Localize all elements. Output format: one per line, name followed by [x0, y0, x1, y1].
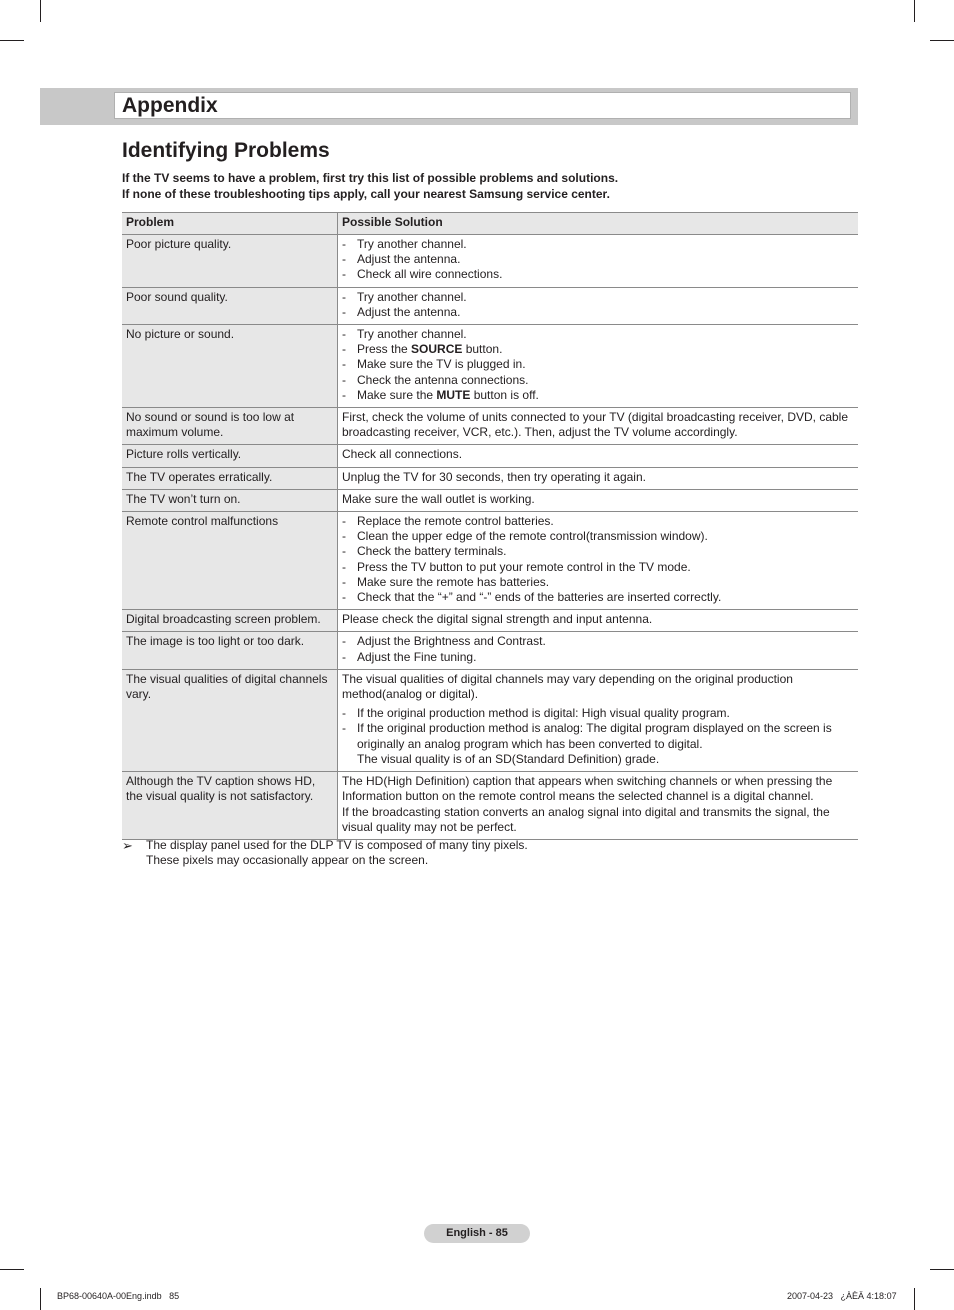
solution-item: - Make sure the remote has batteries. [342, 575, 854, 590]
solution-paragraph: Make sure the wall outlet is working. [342, 491, 535, 506]
solution-item: - Try another channel. [342, 237, 854, 252]
solution-list [342, 327, 854, 403]
solution-item: - Adjust the antenna. [342, 252, 854, 267]
problem-cell: The image is too light or too dark. [122, 632, 338, 669]
solution-cell [338, 512, 859, 610]
file-slug: BP68-00640A-00Eng.indb 85 [57, 1291, 180, 1301]
crop-mark [930, 40, 954, 41]
solution-cell [338, 445, 859, 467]
solution-paragraph: Unplug the TV for 30 seconds, then try operating it again. [342, 469, 646, 484]
solution-item: - Adjust the Fine tuning. [342, 650, 854, 665]
solution-cell [338, 610, 859, 632]
problem-cell: Remote control malfunctions [122, 512, 338, 610]
solution-text: button. [462, 342, 503, 357]
solution-cell [338, 325, 859, 408]
table-row [122, 287, 858, 324]
solution-item: - Try another channel. [342, 290, 854, 305]
crop-mark [0, 1269, 24, 1270]
intro-line: If none of these troubleshooting tips apply, call your nearest Samsung service center. [122, 187, 610, 201]
crop-mark [40, 0, 41, 22]
solution-cell [338, 632, 859, 669]
solution-item [342, 342, 854, 357]
note-line: The display panel used for the DLP TV is composed of many tiny pixels. [146, 838, 528, 852]
table-row [122, 610, 858, 632]
solution-list [342, 634, 854, 664]
section-header-bar [40, 88, 858, 125]
solution-item: - If the original production method is digital: High visual quality program. [342, 706, 854, 721]
table-body [122, 235, 858, 840]
solution-paragraph: First, check the volume of units connected to your TV (digital broadcasting receiver, DVD, cable broadcasting receiver, VCR, etc.). Then, adjust the TV volume accordingly. [342, 410, 849, 440]
solution-cell [338, 489, 859, 511]
solution-cell [338, 772, 859, 840]
solution-item [342, 388, 854, 403]
solution-list [342, 290, 854, 320]
section-header-box [114, 92, 851, 119]
table-row [122, 467, 858, 489]
problem-cell: The TV won’t turn on. [122, 489, 338, 511]
problem-cell: The TV operates erratically. [122, 467, 338, 489]
solution-item: - Press the TV button to put your remote control in the TV mode. [342, 560, 854, 575]
table-row [122, 235, 858, 288]
solution-paragraph: Check all connections. [342, 447, 463, 462]
table-header-row [122, 213, 858, 235]
page-title: Identifying Problems [122, 139, 330, 162]
solution-item: - If the original production method is analog: The digital program displayed on the screen is originally an analog program which has been converted to digital. The visual quality is of an SD(Standard Definition) grade. [342, 721, 854, 767]
table-row [122, 772, 858, 840]
solution-item: - Check the battery terminals. [342, 544, 854, 559]
table-row [122, 632, 858, 669]
table-row [122, 408, 858, 445]
solution-paragraph: The visual qualities of digital channels may vary depending on the original production method(analog or digital). [342, 671, 793, 702]
solution-cell [338, 669, 859, 771]
problem-cell: Although the TV caption shows HD, the visual quality is not satisfactory. [122, 772, 338, 840]
solution-list [342, 237, 854, 283]
arrow-right-icon: ➢ [122, 838, 133, 853]
solution-text: Press the [357, 342, 412, 357]
problem-cell: Picture rolls vertically. [122, 445, 338, 467]
page-number-badge: English - 85 [424, 1224, 530, 1243]
solution-list [342, 706, 854, 767]
table-row [122, 512, 858, 610]
section-title: Appendix [122, 94, 218, 117]
problem-cell: No sound or sound is too low at maximum volume. [122, 408, 338, 445]
solution-item: - Check all wire connections. [342, 267, 854, 282]
solution-cell [338, 287, 859, 324]
table-row [122, 325, 858, 408]
problem-cell: Digital broadcasting screen problem. [122, 610, 338, 632]
solution-cell [338, 408, 859, 445]
solution-item: - Replace the remote control batteries. [342, 514, 854, 529]
table-row [122, 669, 858, 771]
column-header-solution: Possible Solution [338, 213, 859, 235]
solution-list [342, 514, 854, 605]
solution-paragraph: Please check the digital signal strength and input antenna. [342, 612, 653, 627]
note-text [146, 838, 528, 868]
table-row [122, 445, 858, 467]
solution-paragraph: The HD(High Definition) caption that appears when switching channels or when pressing the Information button on the remote control means the selected channel is a digital channel. If the broadcasting station converts an analog signal into digital and transmits the signal, the visual quality may not be perfect. [342, 774, 833, 834]
solution-text: button is off. [470, 387, 539, 402]
print-timestamp: 2007-04-23 ¿ÀÈÄ 4:18:07 [787, 1291, 897, 1301]
table-row [122, 489, 858, 511]
crop-mark [40, 1288, 41, 1310]
solution-text: Make sure the [357, 387, 437, 402]
solution-item: - Try another channel. [342, 327, 854, 342]
crop-mark [914, 1288, 915, 1310]
solution-cell [338, 235, 859, 288]
button-name: MUTE [436, 387, 471, 402]
note-line: These pixels may occasionally appear on the screen. [146, 853, 429, 868]
crop-mark [0, 40, 24, 41]
troubleshooting-table [122, 212, 858, 840]
problem-cell: Poor sound quality. [122, 287, 338, 324]
note [122, 838, 528, 868]
intro-text [122, 170, 618, 202]
button-name: SOURCE [411, 342, 463, 357]
crop-mark [914, 0, 915, 22]
problem-cell: The visual qualities of digital channels vary. [122, 669, 338, 771]
solution-item: - Check that the “+” and “-” ends of the batteries are inserted correctly. [342, 590, 854, 605]
solution-item: - Make sure the TV is plugged in. [342, 357, 854, 372]
crop-mark [930, 1269, 954, 1270]
problem-cell: No picture or sound. [122, 325, 338, 408]
solution-cell [338, 467, 859, 489]
solution-item: - Adjust the antenna. [342, 305, 854, 320]
column-header-problem: Problem [122, 213, 338, 235]
solution-item: - Clean the upper edge of the remote control(transmission window). [342, 529, 854, 544]
problem-cell: Poor picture quality. [122, 235, 338, 288]
solution-item: - Adjust the Brightness and Contrast. [342, 634, 854, 649]
solution-item: - Check the antenna connections. [342, 373, 854, 388]
intro-line: If the TV seems to have a problem, first try this list of possible problems and solutions. [122, 171, 619, 185]
